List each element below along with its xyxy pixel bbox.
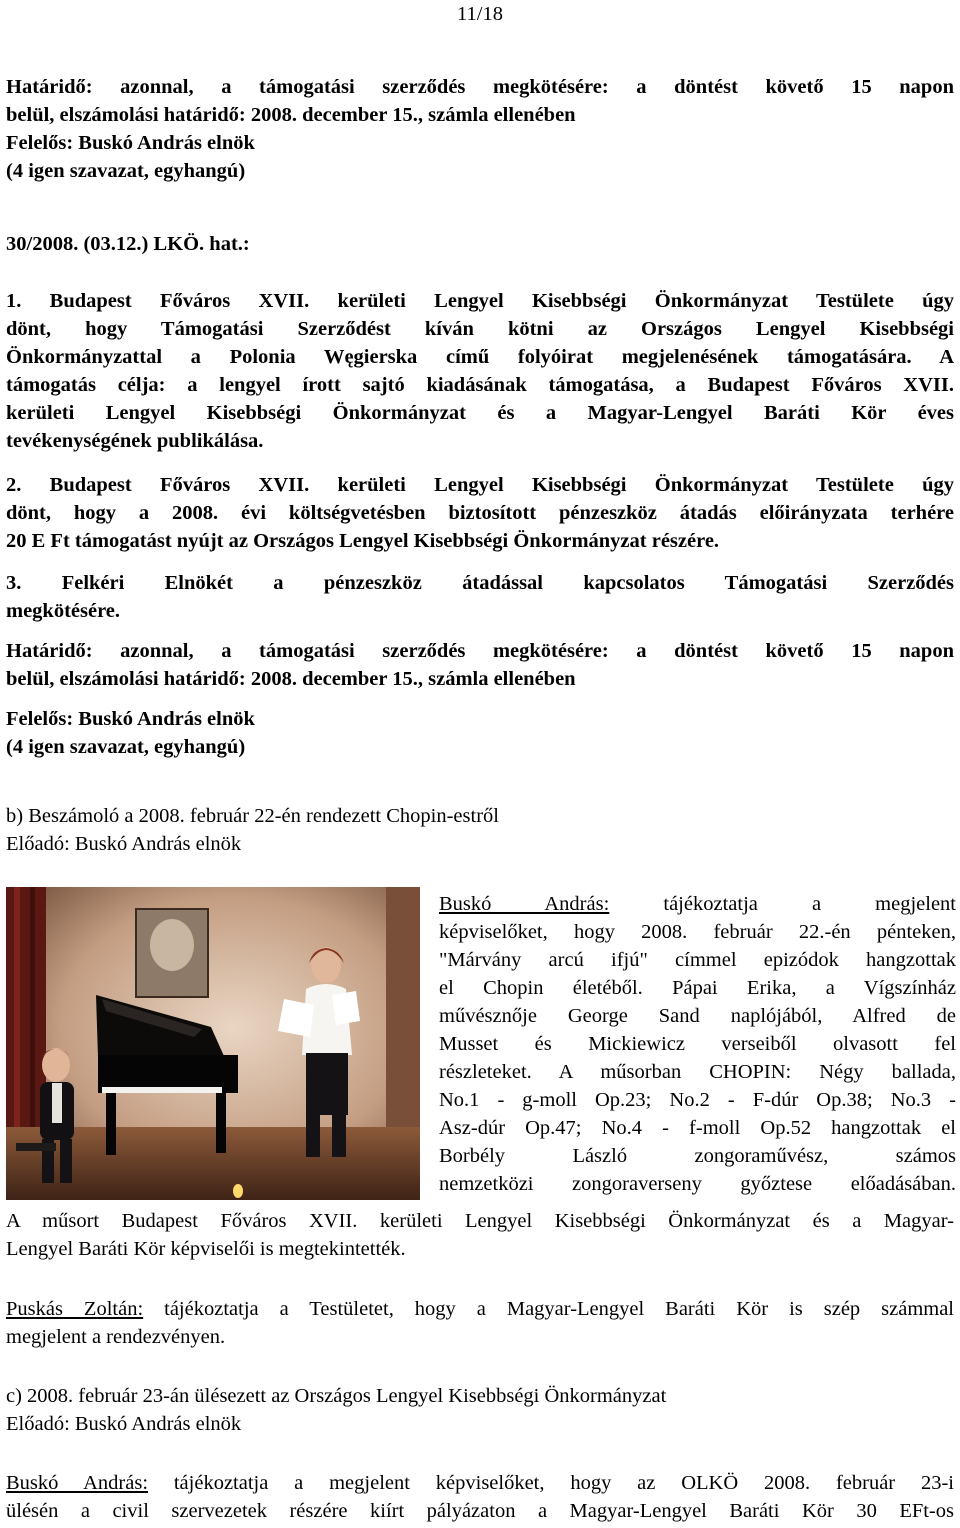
report-line: No.1 - g-moll Op.23; No.2 - F-dúr Op.38; No.3 - <box>439 1089 956 1111</box>
deadline-line: Határidő: azonnal, a támogatási szerződés megkötésére: a döntést követő 15 napon <box>6 640 954 662</box>
report-puskas <box>6 1295 954 1351</box>
responsible-vote-block-2 <box>6 705 954 761</box>
item-line: 1. Budapest Főváros XVII. kerületi Lengyel Kisebbségi Önkormányzat Testülete úgy <box>6 290 954 312</box>
report-line: el Chopin életéből. Pápai Erika, a Vígszínház <box>439 977 956 999</box>
item-line: 3. Felkéri Elnökét a pénzeszköz átadással kapcsolatos Támogatási Szerződés <box>6 572 954 594</box>
concert-photo <box>6 887 420 1200</box>
presenter-line: Előadó: Buskó András elnök <box>6 1413 242 1435</box>
section-b-heading <box>6 802 954 858</box>
report-line: Puskás Zoltán: tájékoztatja a Testületet, hogy a Magyar-Lengyel Baráti Kör is szép számmal <box>6 1298 955 1320</box>
item-line: dönt, hogy a 2008. évi költségvetésben biztosított pénzeszköz átadás előirányzata terhére <box>6 502 954 524</box>
item-line: támogatás célja: a lengyel írott sajtó kiadásának támogatása, a Budapest Főváros XVII. <box>6 374 954 396</box>
report-b-continuation <box>6 1207 954 1263</box>
resolution-item-1 <box>6 287 954 455</box>
section-title: c) 2008. február 23-án ülésezett az Országos Lengyel Kisebbségi Önkormányzat <box>6 1385 667 1407</box>
item-line: 2. Budapest Főváros XVII. kerületi Lengyel Kisebbségi Önkormányzat Testülete úgy <box>6 474 954 496</box>
speaker-name: Buskó András: <box>439 893 610 915</box>
section-title: b) Beszámoló a 2008. február 22-én rendezett Chopin-estről <box>6 805 499 827</box>
report-line: művésznője George Sand naplójából, Alfred de <box>439 1005 956 1027</box>
item-line: tevékenységének publikálása. <box>6 430 264 452</box>
deadline-block-2 <box>6 637 954 693</box>
report-b-side-text <box>439 890 956 1198</box>
speaker-name: Buskó András: <box>6 1472 149 1494</box>
deadline-line: belül, elszámolási határidő: 2008. december 15., számla ellenében <box>6 104 576 126</box>
vote-line: (4 igen szavazat, egyhangú) <box>6 160 246 182</box>
report-line: Buskó András: tájékoztatja a megjelent képviselőket, hogy az OLKÖ 2008. február 23-i <box>6 1472 954 1494</box>
page-number: 11/18 <box>457 3 503 25</box>
deadline-block-1 <box>6 73 954 185</box>
resolution-number: 30/2008. (03.12.) LKÖ. hat.: <box>6 233 250 255</box>
item-line: kerületi Lengyel Kisebbségi Önkormányzat és a Magyar-Lengyel Baráti Kör éves <box>6 402 954 424</box>
responsible-line: Felelős: Buskó András elnök <box>6 708 255 730</box>
report-line: ülésén a civil szervezetek részére kiírt pályázaton a Magyar-Lengyel Baráti Kör 30 EFt-os <box>6 1500 954 1522</box>
report-c <box>6 1469 954 1525</box>
presenter-line: Előadó: Buskó András elnök <box>6 833 242 855</box>
report-line: Lengyel Baráti Kör képviselői is megtekintették. <box>6 1238 406 1260</box>
item-line: megkötésére. <box>6 600 121 622</box>
report-line: A műsort Budapest Főváros XVII. kerületi Lengyel Kisebbségi Önkormányzat és a Magyar- <box>6 1210 954 1232</box>
resolution-item-3 <box>6 569 954 625</box>
report-line: "Márvány arcú ifjú" címmel epizódok hangzottak <box>439 949 956 971</box>
report-line: Musset és Mickiewicz verseiből olvasott fel <box>439 1033 956 1055</box>
deadline-line: belül, elszámolási határidő: 2008. december 15., számla ellenében <box>6 668 576 690</box>
report-line: megjelent a rendezvényen. <box>6 1326 226 1348</box>
speaker-name: Puskás Zoltán: <box>6 1298 144 1320</box>
resolution-item-2 <box>6 471 954 555</box>
report-line: nemzetközi zongoraverseny győztese előadásában. <box>439 1173 956 1195</box>
responsible-line: Felelős: Buskó András elnök <box>6 132 255 154</box>
item-line: 20 E Ft támogatást nyújt az Országos Lengyel Kisebbségi Önkormányzat részére. <box>6 530 720 552</box>
section-c-heading <box>6 1382 954 1438</box>
report-line: Asz-dúr Op.47; No.4 - f-moll Op.52 hangzottak el <box>439 1117 956 1139</box>
report-line: részleteket. A műsorban CHOPIN: Négy ballada, <box>439 1061 956 1083</box>
report-line: Buskó András: tájékoztatja a megjelent <box>439 893 956 915</box>
vote-line: (4 igen szavazat, egyhangú) <box>6 736 246 758</box>
item-line: dönt, hogy Támogatási Szerződést kíván kötni az Országos Lengyel Kisebbségi <box>6 318 954 340</box>
deadline-line: Határidő: azonnal, a támogatási szerződés megkötésére: a döntést követő 15 napon <box>6 76 954 98</box>
report-line: képviselőket, hogy 2008. február 22.-én pénteken, <box>439 921 956 943</box>
report-line: Borbély László zongoraművész, számos <box>439 1145 956 1167</box>
item-line: Önkormányzattal a Polonia Węgierska című folyóirat megjelenésének támogatására. A <box>6 346 954 368</box>
